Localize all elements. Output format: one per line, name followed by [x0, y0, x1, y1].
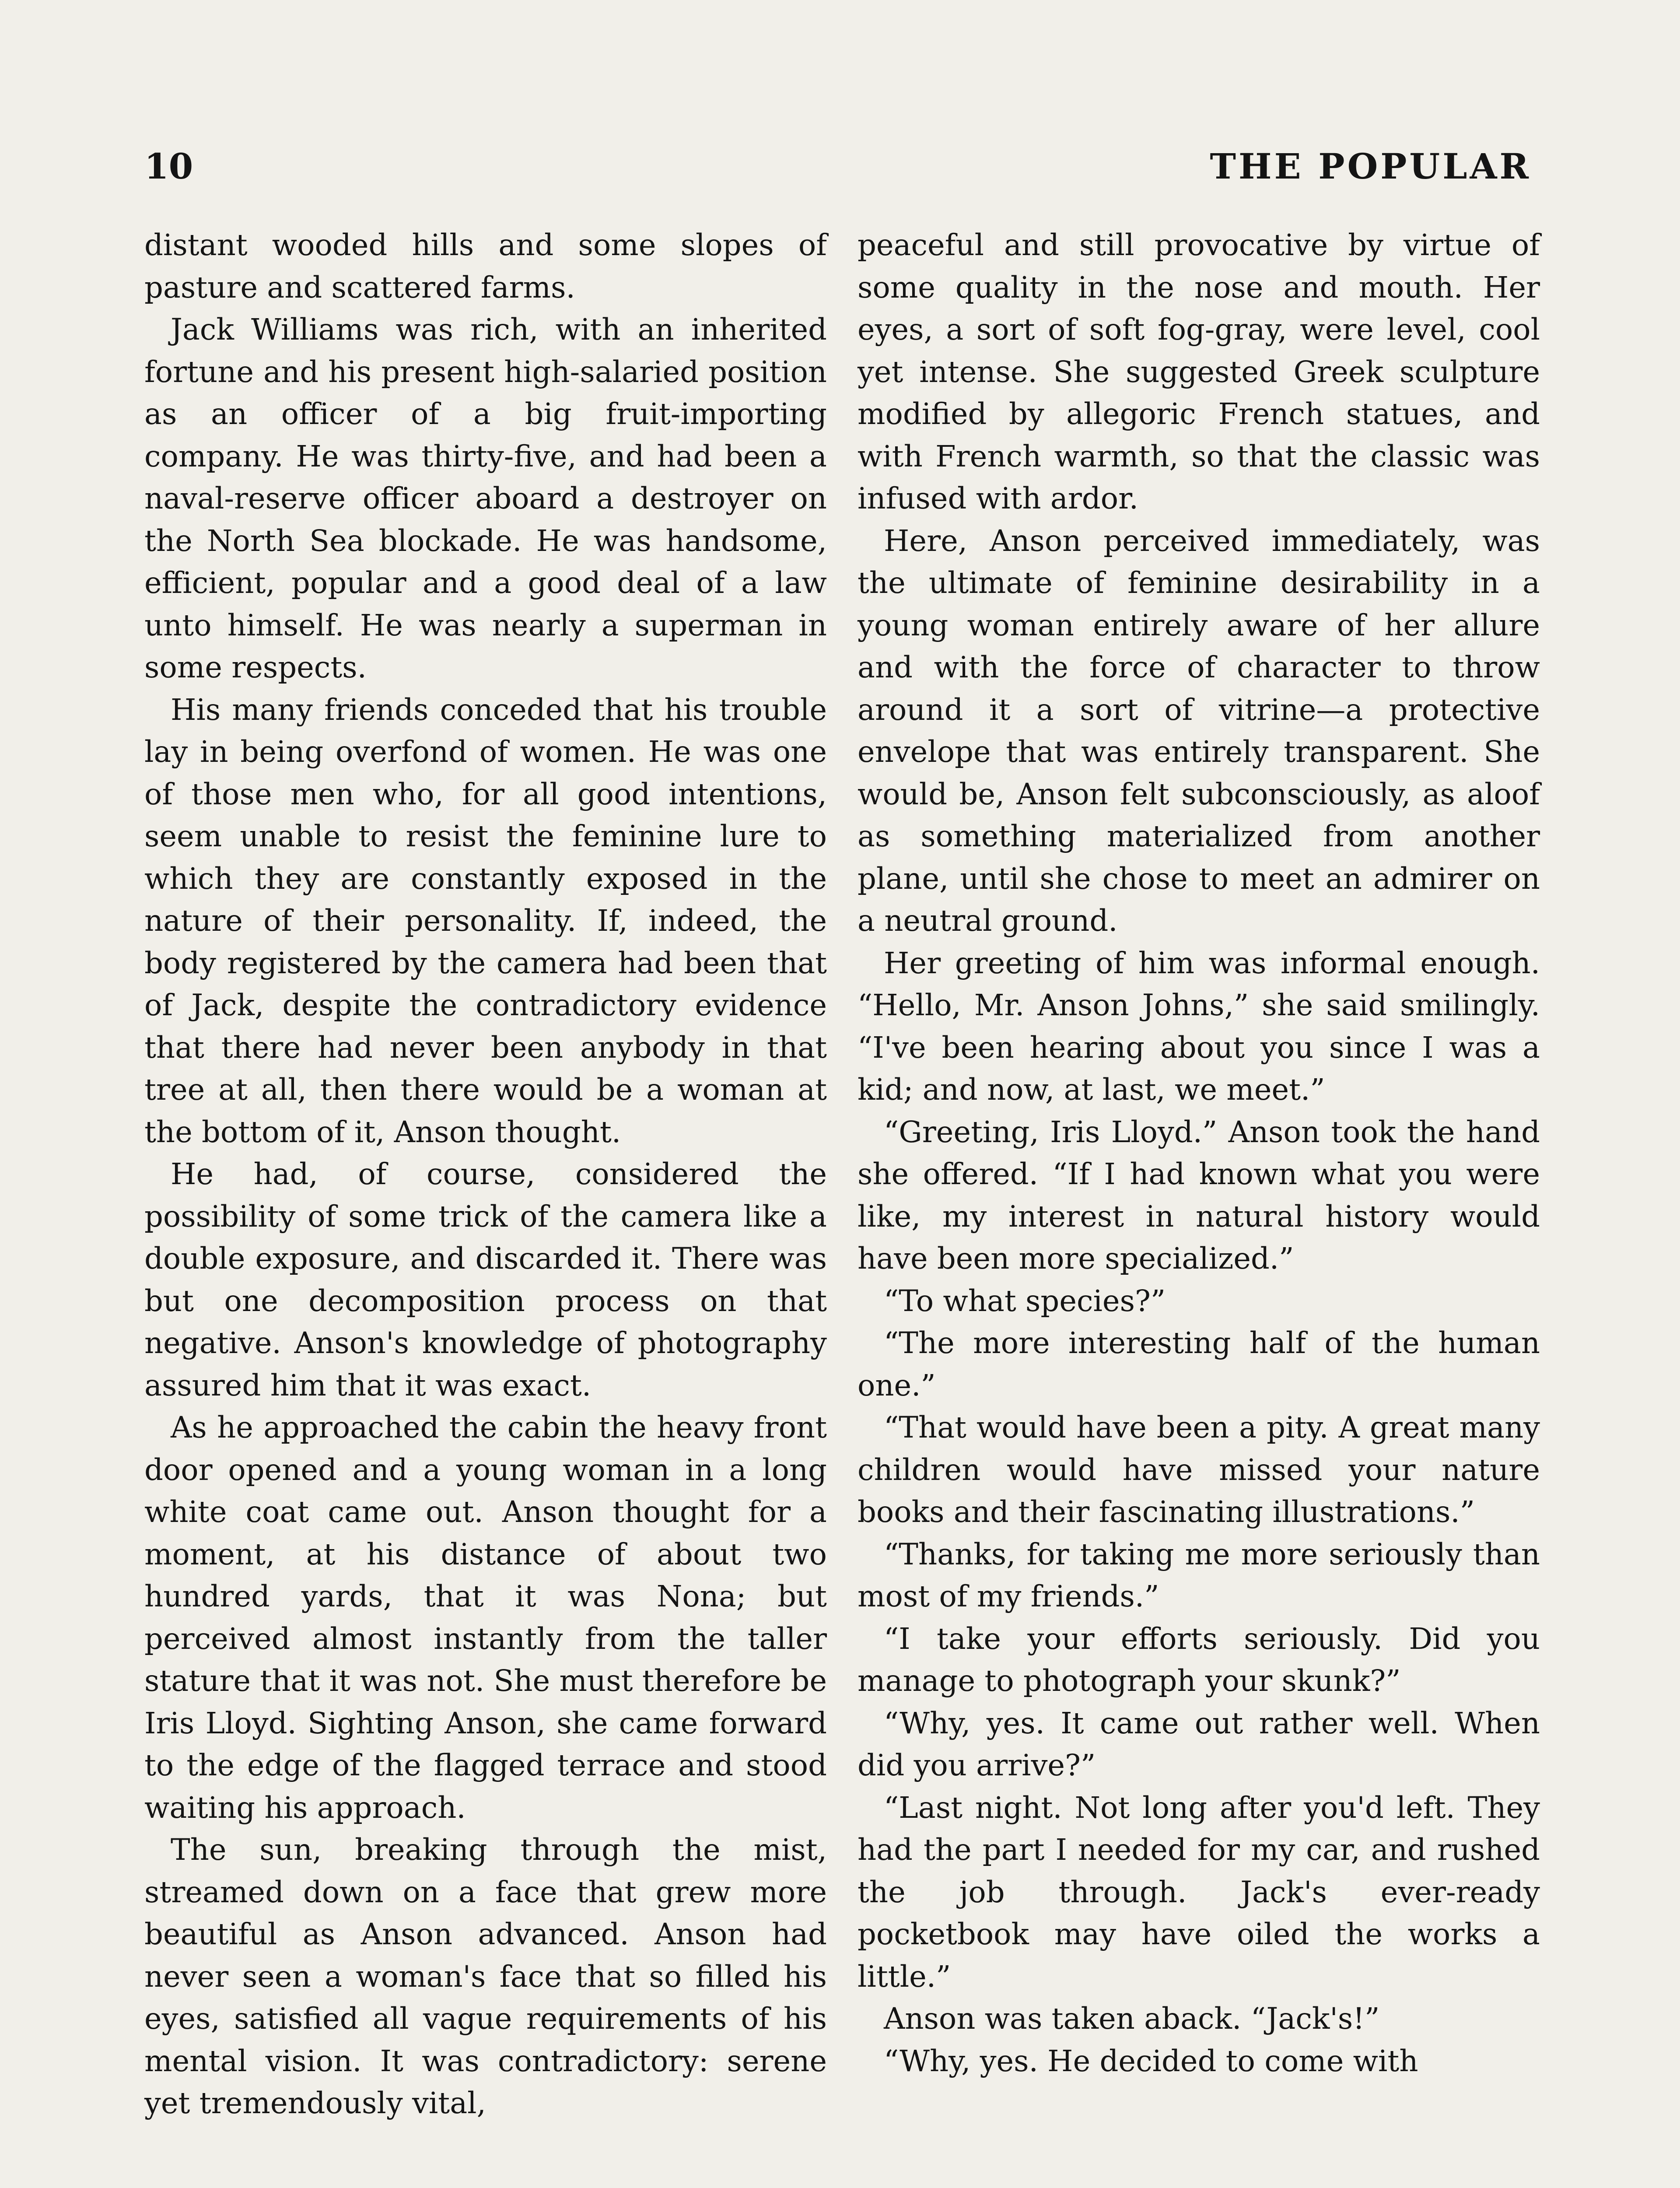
- paragraph: “The more interesting half of the human one.”: [858, 1326, 1540, 1403]
- paragraph: The sun, breaking through the mist, streamed down on a face that grew more beautiful as Anson advanced. Anson had never seen a woman's face that so filled his eyes, satisfied all vague requirements of his mental vision. It was contradictory: serene yet tremendously vital,: [144, 1833, 827, 2120]
- running-head: THE POPULAR: [1210, 146, 1531, 187]
- paragraph: “Why, yes. He decided to come with: [884, 2044, 1418, 2078]
- paragraph: “I take your efforts seriously. Did you manage to photograph your skunk?”: [858, 1621, 1540, 1698]
- paragraph: “Last night. Not long after you'd left. They had the part I needed for my car, and rushed the job through. Jack's ever-ready pocketbook may have oiled the works a little.”: [858, 1790, 1540, 1994]
- paragraph: peaceful and still provocative by virtue of some quality in the nose and mouth. Her eyes, a sort of soft fog-gray, were level, cool yet intense. She suggested Greek sculpture modified by allegoric French statues, and with French warmth, so that the classic was infused with ardor.: [858, 228, 1540, 515]
- paragraph: As he approached the cabin the heavy front door opened and a young woman in a long white coat came out. Anson thought for a moment, at his distance of about two hundred yards, that it was Nona; but perceived almost instantly from the taller stature that it was not. She must therefore be Iris Lloyd. Sighting Anson, she came forward to the edge of the flagged terrace and stood waiting his approach.: [144, 1410, 827, 1825]
- paragraph: “That would have been a pity. A great many children would have missed your nature books and their fascinating illustrations.”: [858, 1410, 1540, 1529]
- paragraph: Jack Williams was rich, with an inherited fortune and his present high-salaried position as an officer of a big fruit-importing company. He was thirty-five, and had been a naval-reserve officer aboard a destroyer on the North Sea blockade. He was handsome, efficient, popular and a good deal of a law unto himself. He was nearly a superman in some respects.: [144, 312, 827, 684]
- paragraph: distant wooded hills and some slopes of pasture and scattered farms.: [144, 228, 827, 305]
- paragraph: “Thanks, for taking me more seriously than most of my friends.”: [858, 1537, 1540, 1613]
- paragraph: Her greeting of him was informal enough. “Hello, Mr. Anson Johns,” she said smilingly. “I've been hearing about you since I was a kid; and now, at last, we meet.”: [858, 946, 1540, 1107]
- page-header: [144, 144, 1531, 197]
- left-column: [144, 224, 827, 2125]
- paragraph: His many friends conceded that his trouble lay in being overfond of women. He was one of those men who, for all good intentions, seem unable to resist the feminine lure to which they are constantly exposed in the nature of their personality. If, indeed, the body registered by the camera had been that of Jack, despite the contradictory evidence that there had never been anybody in that tree at all, then there would be a woman at the bottom of it, Anson thought.: [144, 692, 827, 1149]
- right-column: [858, 224, 1540, 2082]
- paragraph: “To what species?”: [884, 1283, 1166, 1318]
- paragraph: He had, of course, considered the possibility of some trick of the camera like a double exposure, and discarded it. There was but one decomposition process on that negative. Anson's knowledge of photography assured him that it was exact.: [144, 1157, 827, 1403]
- paragraph: “Why, yes. It came out rather well. When did you arrive?”: [858, 1706, 1540, 1782]
- paragraph: Here, Anson perceived immediately, was the ultimate of feminine desirability in a young woman entirely aware of her allure and with the force of character to throw around it a sort of vitrine—a protective envelope that was entirely transparent. She would be, Anson felt subconsciously, as aloof as something materialized from another plane, until she chose to meet an admirer on a neutral ground.: [858, 523, 1540, 938]
- page-number: 10: [144, 146, 193, 187]
- paragraph: Anson was taken aback. “Jack's!”: [884, 2002, 1380, 2036]
- paragraph: “Greeting, Iris Lloyd.” Anson took the hand she offered. “If I had known what you were like, my interest in natural history would have been more specialized.”: [858, 1115, 1540, 1276]
